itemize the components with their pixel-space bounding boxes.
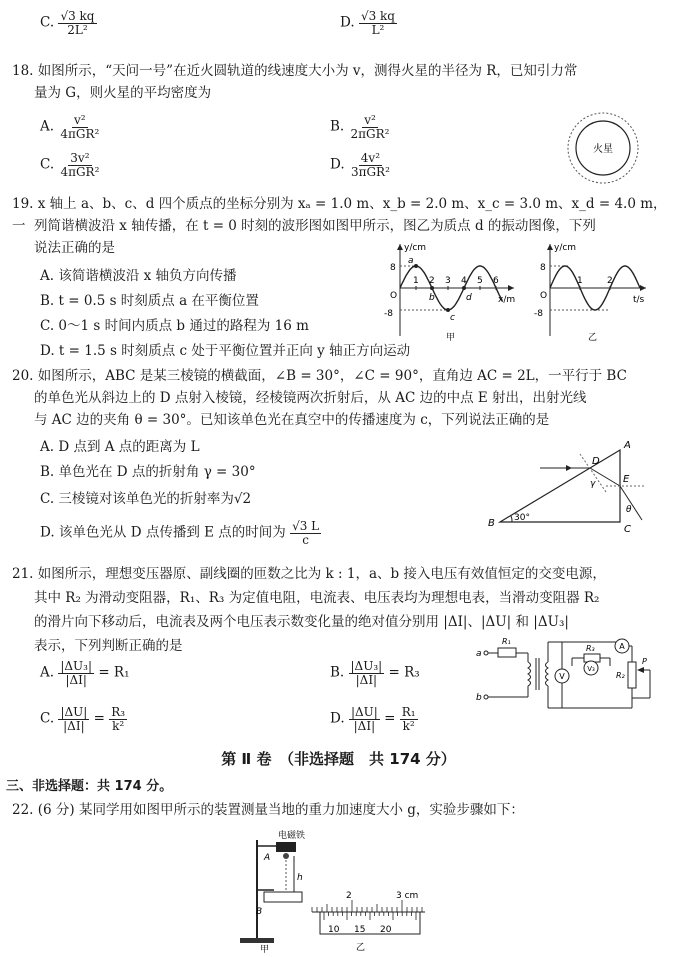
caption-jia: 甲 (260, 945, 270, 954)
particle-label: a (408, 256, 414, 266)
vernier-15: 15 (354, 925, 366, 935)
denominator: 4πGR² (60, 126, 100, 141)
q20-option-b: B. 单色光在 D 点的折射角 γ = 30° (40, 464, 256, 480)
q19-line1: 19. x 轴上 a、b、c、d 四个质点的坐标分别为 xₐ = 1.0 m、x_b = 2.0 m、x_c = 3.0 m、x_d = 4.0 m，一 (12, 196, 667, 234)
option-label: B. (330, 118, 345, 135)
voltmeter-v3-label: V₃ (587, 665, 595, 673)
point-b: B (256, 907, 263, 917)
q18-option-a (40, 114, 101, 140)
x-label: x/m (498, 295, 516, 305)
equals: = (384, 710, 396, 727)
part2-title: 第 Ⅱ 卷 （非选择题 共 174 分） (221, 750, 456, 768)
q20-option-c: C. 三棱镜对该单色光的折射率为√2 (40, 491, 252, 507)
q21-option-a (40, 660, 130, 686)
y-arrow (397, 244, 403, 250)
resistor-r1 (498, 648, 516, 657)
apparatus-diagram (220, 826, 430, 954)
q19-option-a: A. 该简谐横波沿 x 轴负方向传播 (40, 268, 237, 284)
q20-line2: 的单色光从斜边上的 D 点射入棱镜，经棱镜两次折射后，从 AC 边的中点 E 射出，出射光线 (34, 390, 587, 406)
vernier-20: 20 (380, 925, 392, 935)
q19-line3: 说法正确的是 (34, 240, 115, 256)
vernier-10: 10 (328, 925, 340, 935)
option-text: D. 该单色光从 D 点传播到 E 点的时间为 (40, 524, 286, 541)
fraction (58, 152, 101, 178)
q21-line4: 表示，下列判断正确的是 (34, 638, 183, 654)
particle-b (430, 286, 434, 290)
t-arrow (640, 285, 646, 291)
terminal-a: a (476, 649, 482, 659)
q17-option-c (40, 10, 97, 36)
particle-c (446, 308, 450, 312)
numerator: √3 kq (60, 9, 95, 23)
particle-a (414, 264, 418, 268)
q20-option-d (40, 520, 321, 546)
primary-coil (528, 662, 531, 686)
q21-option-c (40, 706, 127, 732)
q18-option-c (40, 152, 101, 178)
ray-arrow (566, 465, 572, 471)
particle-d (462, 286, 466, 290)
fraction (58, 660, 94, 686)
denominator: c (302, 532, 309, 547)
rhs: = R₃ (388, 664, 420, 681)
numerator: |ΔU| (350, 705, 378, 719)
angle-label: 30° (514, 513, 530, 523)
y-arrow (547, 244, 553, 250)
gamma-label: γ (590, 479, 596, 489)
caption: 甲 (446, 333, 456, 343)
fraction (58, 114, 101, 140)
origin-label: O (390, 291, 398, 301)
caption-yi: 乙 (356, 943, 366, 953)
numerator: v² (364, 113, 376, 127)
section3-heading: 三、非选择题：共 174 分。 (6, 779, 173, 794)
denominator: L² (371, 22, 385, 37)
fraction (349, 660, 385, 686)
q17-option-d (340, 10, 397, 36)
fraction (58, 706, 89, 732)
rhs: = R₁ (98, 664, 130, 681)
x-tick-label: 1 (413, 276, 419, 286)
numerator: R₃ (111, 705, 126, 719)
denominator: k² (402, 718, 415, 733)
rheostat-r2 (628, 662, 636, 688)
magnet-label: 电磁铁 (278, 831, 306, 841)
option-label: A. (40, 118, 55, 135)
theta-label: θ (626, 505, 632, 515)
numerator: 3v² (70, 151, 90, 165)
terminal-b: b (476, 693, 482, 703)
vertex-a: A (624, 440, 631, 451)
option-label: C. (40, 14, 55, 31)
denominator: 4πGR² (60, 164, 100, 179)
r2-label: R₂ (616, 671, 625, 680)
y-label: y/cm (554, 243, 577, 253)
q18-option-d (330, 152, 392, 178)
denominator: |ΔI| (63, 718, 85, 733)
particle-label: d (466, 293, 472, 303)
option-label: D. (330, 710, 345, 727)
q19-option-b: B. t = 0.5 s 时刻质点 a 在平衡位置 (40, 293, 259, 309)
particle-label: b (429, 293, 435, 303)
q21-line1: 21. 如图所示，理想变压器原、副线圈的匝数之比为 k : 1，a、b 接入电压有效值恒定的交变电源， (12, 566, 606, 582)
particle-label: c (450, 313, 455, 323)
transformer-circuit (472, 632, 662, 712)
numerator: v² (74, 113, 86, 127)
q21-option-d (330, 706, 418, 732)
y-max-label: 8 (540, 263, 546, 273)
ammeter-label: A (619, 642, 625, 651)
secondary-coil (546, 662, 549, 686)
prism-diagram (480, 436, 660, 536)
option-label: C. (40, 156, 55, 173)
x-tick-label: 6 (493, 276, 499, 286)
electromagnet (276, 842, 296, 852)
point-d: D (592, 456, 600, 467)
terminal-b-dot (484, 695, 488, 699)
option-label: D. (340, 14, 355, 31)
numerator: 4v² (360, 151, 381, 165)
numerator: |ΔU₃| (350, 659, 383, 673)
r3-label: R₃ (586, 644, 595, 653)
fraction (349, 706, 380, 732)
fraction (359, 10, 397, 36)
vibration-graph-yi (530, 240, 650, 345)
photogate (264, 892, 302, 902)
x-tick-label: 3 (445, 276, 451, 286)
vertex-b: B (488, 518, 495, 529)
numerator: |ΔU| (60, 705, 88, 719)
q20-option-a: A. D 点到 A 点的距离为 L (40, 439, 200, 455)
wave-graph-jia (380, 240, 520, 345)
q19-line2: 列简谐横波沿 x 轴传播，在 t = 0 时刻的波形图如图甲所示，图乙为质点 d 的振动图像，下列 (34, 218, 596, 234)
q18-line2: 量为 G，则火星的平均密度为 (34, 85, 212, 101)
y-label: y/cm (404, 243, 427, 253)
q22-stem: 22. (6 分) 某同学用如图甲所示的装置测量当地的重力加速度大小 g，实验步骤如下： (12, 802, 524, 818)
q19-option-d: D. t = 1.5 s 时刻质点 c 处于平衡位置并正向 y 轴正方向运动 (40, 343, 411, 359)
mars-diagram (560, 108, 646, 188)
denominator: 3πGR² (350, 164, 390, 179)
y-max-label: 8 (390, 263, 396, 273)
t-tick-label: 2 (607, 276, 613, 286)
numerator: |ΔU₃| (60, 659, 93, 673)
main-mark-2: 2 (346, 891, 352, 901)
y-min-label: -8 (384, 309, 393, 319)
terminal-a-dot (484, 651, 488, 655)
q20-line1: 20. 如图所示，ABC 是某三棱镜的横截面，∠B = 30°，∠C = 90°，直角边 AC = 2L，一平行于 BC (12, 368, 627, 384)
fraction (400, 706, 418, 732)
t-label: t/s (633, 295, 645, 305)
q18-line1: 18. 如图所示，“天问一号”在近火圆轨道的线速度大小为 v，测得火星的半径为 R，已知引力常 (12, 63, 578, 79)
numerator: R₁ (401, 705, 416, 719)
numerator: √3 kq (360, 9, 395, 23)
denominator: |ΔI| (65, 672, 87, 687)
option-label: C. (40, 710, 55, 727)
q19-option-c: C. 0～1 s 时间内质点 b 通过的路程为 16 m (40, 318, 309, 334)
denominator: |ΔI| (355, 672, 378, 687)
option-label: D. (330, 156, 345, 173)
slider-label: P (642, 657, 647, 666)
q18-option-b (330, 114, 391, 140)
q20-line3: 与 AC 边的夹角 θ = 30°。已知该单色光在真空中的传播速度为 c，下列说法正确的是 (34, 412, 550, 428)
prism-triangle (500, 450, 620, 522)
x-arrow (508, 285, 514, 291)
fraction (290, 520, 321, 546)
denominator: 2L² (67, 22, 88, 37)
planet-label: 火星 (593, 144, 613, 155)
voltmeter-label: V (559, 672, 565, 681)
fraction (349, 152, 392, 178)
h-label: h (297, 873, 303, 883)
q21-line2: 其中 R₂ 为滑动变阻器，R₁、R₃ 为定值电阻，电流表、电压表均为理想电表，当滑动变阻器 R₂ (34, 590, 600, 606)
x-tick-label: 4 (461, 276, 467, 286)
t-tick-label: 1 (577, 276, 583, 286)
denominator: |ΔI| (353, 718, 376, 733)
caption: 乙 (588, 333, 598, 343)
r1-label: R₁ (502, 637, 511, 646)
fraction (349, 114, 392, 140)
angle-arc (511, 516, 512, 522)
main-mark-3: 3 cm (396, 891, 419, 901)
option-label: A. (40, 664, 55, 681)
x-tick-label: 5 (477, 276, 483, 286)
numerator: √3 L (292, 519, 320, 533)
q21-line3: 的滑片向下移动后，电流表及两个电压表示数变化量的绝对值分别用 |ΔI|、|ΔU| 和 |ΔU₃| (34, 614, 569, 630)
fraction (109, 706, 127, 732)
y-min-label: -8 (534, 309, 543, 319)
fraction (58, 10, 96, 36)
origin-label: O (540, 291, 548, 301)
denominator: 2πGR² (350, 126, 390, 141)
stand-base (240, 938, 274, 943)
option-label: B. (330, 664, 345, 681)
vertex-c: C (624, 524, 631, 535)
point-a: A (264, 853, 271, 863)
q21-option-b (330, 660, 420, 686)
x-tick-label: 2 (429, 276, 435, 286)
denominator: k² (112, 718, 125, 733)
equals: = (93, 710, 105, 727)
steel-ball (283, 853, 289, 859)
point-e: E (623, 474, 630, 485)
slider-arrow (637, 667, 644, 673)
